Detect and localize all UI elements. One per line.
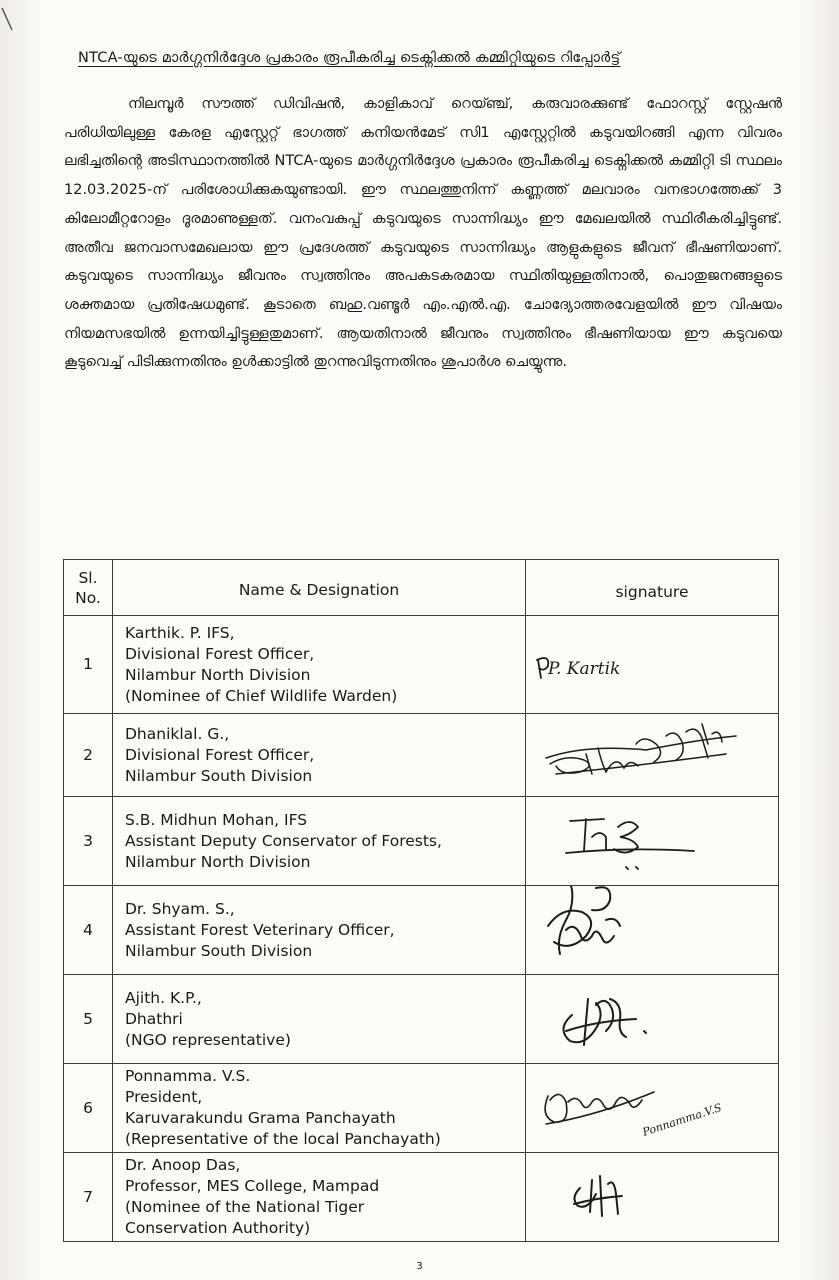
handwritten-signature-4 xyxy=(526,886,776,974)
member-name: Ajith. K.P., xyxy=(125,988,202,1007)
signature-1-text: P. Kartik xyxy=(548,659,621,679)
member-designation: President, xyxy=(125,1088,203,1106)
member-designation: Assistant Forest Veterinary Officer, xyxy=(125,920,395,939)
page-number: 3 xyxy=(416,1261,423,1272)
member-role-note: (Representative of the local Panchayath) xyxy=(125,1130,441,1148)
member-role-note: (NGO representative) xyxy=(125,1030,291,1049)
table-header-row xyxy=(64,560,779,616)
member-organisation: Dhathri xyxy=(125,1009,183,1028)
row-number: 4 xyxy=(64,886,113,975)
member-details xyxy=(113,1153,526,1242)
row-number: 6 xyxy=(64,1064,113,1153)
handwritten-signature-3 xyxy=(526,797,776,885)
member-name: S.B. Midhun Mohan, IFS xyxy=(125,810,308,829)
row-number: 1 xyxy=(64,616,113,714)
member-role-note-cont: Conservation Authority) xyxy=(125,1219,311,1237)
handwritten-signature-7 xyxy=(526,1154,776,1240)
handwritten-signature-5 xyxy=(526,975,776,1063)
signature-cell xyxy=(526,797,779,886)
handwritten-signature-6 xyxy=(526,1066,776,1150)
member-name: Dr. Anoop Das, xyxy=(125,1156,241,1174)
table-row xyxy=(64,1153,779,1242)
member-name: Dr. Shyam. S., xyxy=(125,899,235,918)
handwritten-signature-2 xyxy=(526,714,776,796)
report-body-paragraph: നിലമ്പൂർ സൗത്ത് ഡിവിഷൻ, കാളികാവ് റെയ്ഞ്ച്, കരുവാരക്കുണ്ട് ഫോറസ്റ്റ് സ്റ്റേഷൻ പരിധിയിലുള്ള കേരള എസ്റ്റേറ്റ് ഭാഗത്ത് കനിയൻമേട് സി1 എസ്റ്റേറ്റിൽ കടുവയിറങ്ങി എന്ന വിവരം ലഭിച്ചതിന്റെ അടിസ്ഥാനത്തിൽ NTCA-യുടെ മാർഗ്ഗനിർദ്ദേശ പ്രകാരം രൂപീകരിച്ച ടെക്നിക്കൽ കമ്മിറ്റി ടി സ്ഥലം 12.03.2025-ന് പരിശോധിക്കുകയുണ്ടായി. ഈ സ്ഥലത്തുനിന്ന് കണ്ണത്ത് മലവാരം വനഭാഗത്തേക്ക് 3 കിലോമീറ്ററോളം ദൂരമാണുള്ളത്. വനംവകുപ്പ് കടുവയുടെ സാന്നിദ്ധ്യം ഈ മേഖലയിൽ സ്ഥിരീകരിച്ചിട്ടുണ്ട്. അതീവ ജനവാസമേഖലായ ഈ പ്രദേശത്ത് കടുവയുടെ സാന്നിദ്ധ്യം ആളുകളുടെ ജീവന് ഭീഷണിയാണ്. കടുവയുടെ സാന്നിദ്ധ്യം ജീവനും സ്വത്തിനും അപകടകരമായ സ്ഥിതിയുള്ളതിനാൽ, പൊതുജനങ്ങളുടെ ശക്തമായ പ്രതിഷേധമുണ്ട്. കൂടാതെ ബഹു.വണ്ടൂർ എം.എൽ.എ. ചോദ്യോത്തരവേളയിൽ ഈ വിഷയം നിയമസഭയിൽ ഉന്നയിച്ചിട്ടുള്ളതുമാണ്. ആയതിനാൽ ജീവനും സ്വത്തിനും ഭീഷണിയായ ഈ കടുവയെ കൂടുവെച്ച് പിടിക്കുന്നതിനും ഉൾക്കാട്ടിൽ തുറന്നുവിടുന്നതിനും ശുപാർശ ചെയ്യുന്നു. xyxy=(64,96,782,371)
header-sl-line1: Sl. xyxy=(78,568,98,587)
signature-cell xyxy=(526,1064,779,1153)
header-name-designation: Name & Designation xyxy=(113,560,526,616)
header-sl-no xyxy=(64,560,113,616)
signature-cell xyxy=(526,616,779,714)
table-row xyxy=(64,1064,779,1153)
member-designation: Divisional Forest Officer, xyxy=(125,745,315,764)
member-designation: Divisional Forest Officer, xyxy=(125,644,315,663)
member-name: Ponnamma. V.S. xyxy=(125,1067,251,1085)
handwritten-signature-1 xyxy=(526,616,776,713)
member-details xyxy=(113,797,526,886)
member-designation: Professor, MES College, Mampad xyxy=(125,1177,380,1195)
table-row xyxy=(64,975,779,1064)
row-number: 2 xyxy=(64,714,113,797)
member-division: Nilambur South Division xyxy=(125,766,313,785)
signature-cell xyxy=(526,975,779,1064)
header-sl-line2: No. xyxy=(75,588,101,607)
table-row xyxy=(64,886,779,975)
member-designation: Assistant Deputy Conservator of Forests, xyxy=(125,831,442,850)
member-details xyxy=(113,1064,526,1153)
report-heading: NTCA-യുടെ മാർഗ്ഗനിർദ്ദേശ പ്രകാരം രൂപീകരിച്ച ടെക്നിക്കൽ കമ്മിറ്റിയുടെ റിപ്പോർട്ട് xyxy=(78,50,621,66)
page-corner-mark xyxy=(0,8,14,38)
member-details xyxy=(113,616,526,714)
signature-cell xyxy=(526,714,779,797)
member-division: Nilambur North Division xyxy=(125,852,311,871)
member-details xyxy=(113,975,526,1064)
table-row xyxy=(64,616,779,714)
row-number: 3 xyxy=(64,797,113,886)
table-row xyxy=(64,797,779,886)
member-details xyxy=(113,886,526,975)
member-division: Nilambur North Division xyxy=(125,665,311,684)
signature-cell xyxy=(526,886,779,975)
member-role-note: (Nominee of the National Tiger xyxy=(125,1198,365,1216)
signature-6-text: Ponnamma.V.S xyxy=(640,1101,724,1139)
member-organisation: Karuvarakundu Grama Panchayath xyxy=(125,1109,396,1127)
member-division: Nilambur South Division xyxy=(125,941,313,960)
member-role-note: (Nominee of Chief Wildlife Warden) xyxy=(125,686,398,705)
committee-table xyxy=(63,559,779,1242)
signature-cell xyxy=(526,1153,779,1242)
member-name: Dhaniklal. G., xyxy=(125,724,230,743)
row-number: 5 xyxy=(64,975,113,1064)
member-name: Karthik. P. IFS, xyxy=(125,623,235,642)
table-row xyxy=(64,714,779,797)
row-number: 7 xyxy=(64,1153,113,1242)
header-signature: signature xyxy=(526,560,779,616)
member-details xyxy=(113,714,526,797)
